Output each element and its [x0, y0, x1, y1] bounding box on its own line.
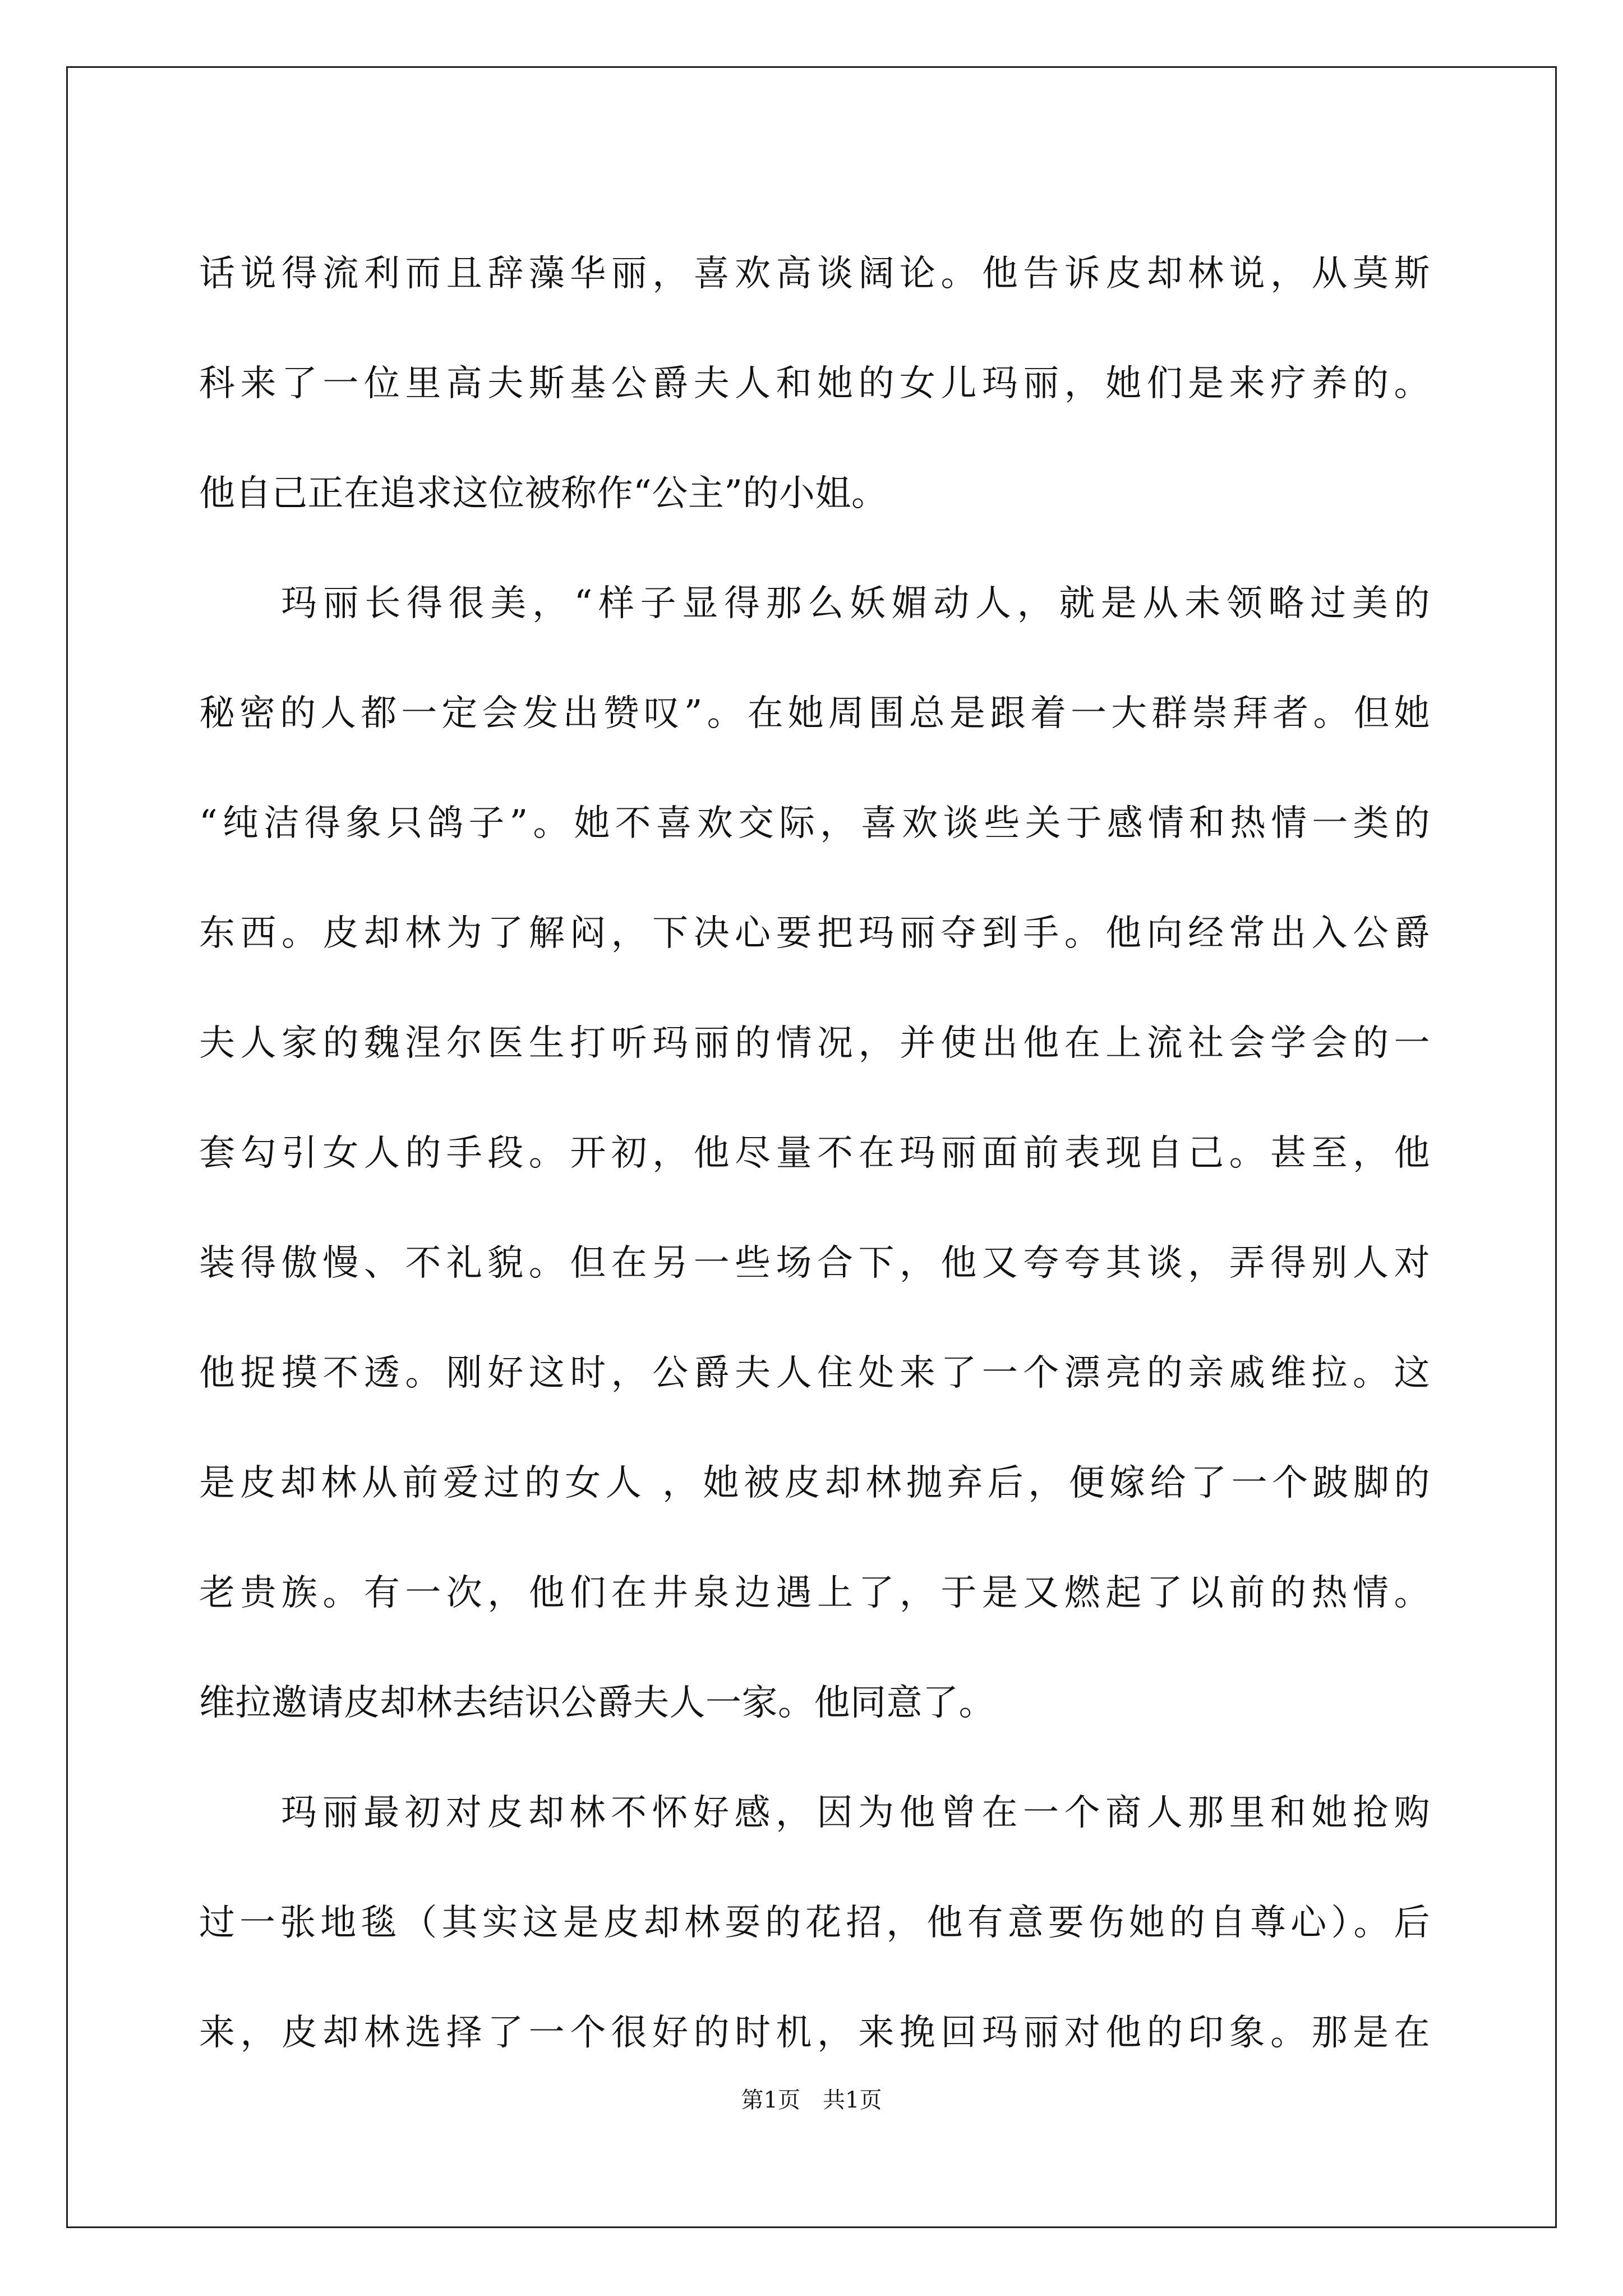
document-body: [199, 219, 1430, 2088]
text-line: 话说得流利而且辞藻华丽，喜欢高谈阔论。他告诉皮却林说，从莫斯: [199, 253, 1430, 295]
text-line: 玛丽长得很美，“样子显得那么妖媚动人，就是从未领略过美的: [281, 583, 1430, 624]
text-line: 夫人家的魏涅尔医生打听玛丽的情况，并使出他在上流社会学会的一: [199, 1023, 1430, 1064]
text-line: 秘密的人都一定会发出赞叹”。在她周围总是跟着一大群崇拜者。但她: [199, 693, 1430, 734]
text-line: 维拉邀请皮却林去结识公爵夫人一家。他同意了。: [199, 1682, 995, 1724]
text-line: 他捉摸不透。刚好这时，公爵夫人住处来了一个漂亮的亲戚维拉。这: [199, 1352, 1430, 1394]
text-line: “纯洁得象只鸽子”。她不喜欢交际，喜欢谈些关于感情和热情一类的: [199, 803, 1430, 844]
text-line: 套勾引女人的手段。开初，他尽量不在玛丽面前表现自己。甚至，他: [199, 1133, 1430, 1174]
text-line: 过一张地毯（其实这是皮却林耍的花招，他有意要伤她的自尊心）。后: [199, 1902, 1430, 1944]
text-line: 东西。皮却林为了解闷，下决心要把玛丽夺到手。他向经常出入公爵: [199, 913, 1430, 954]
page-footer: 第1页 共1页: [741, 2087, 882, 2113]
text-line: 是皮却林从前爱过的女人 ，她被皮却林抛弃后，便嫁给了一个跛脚的: [199, 1462, 1430, 1504]
text-line: 来，皮却林选择了一个很好的时机，来挽回玛丽对他的印象。那是在: [199, 2012, 1430, 2054]
text-line: 老贵族。有一次，他们在井泉边遇上了，于是又燃起了以前的热情。: [199, 1572, 1430, 1614]
text-line: 装得傲慢、不礼貌。但在另一些场合下，他又夸夸其谈，弄得别人对: [199, 1243, 1430, 1284]
text-line: 他自己正在追求这位被称作“公主”的小姐。: [199, 473, 888, 514]
text-line: 科来了一位里高夫斯基公爵夫人和她的女儿玛丽，她们是来疗养的。: [199, 363, 1430, 404]
text-line: 玛丽最初对皮却林不怀好感，因为他曾在一个商人那里和她抢购: [281, 1792, 1430, 1834]
